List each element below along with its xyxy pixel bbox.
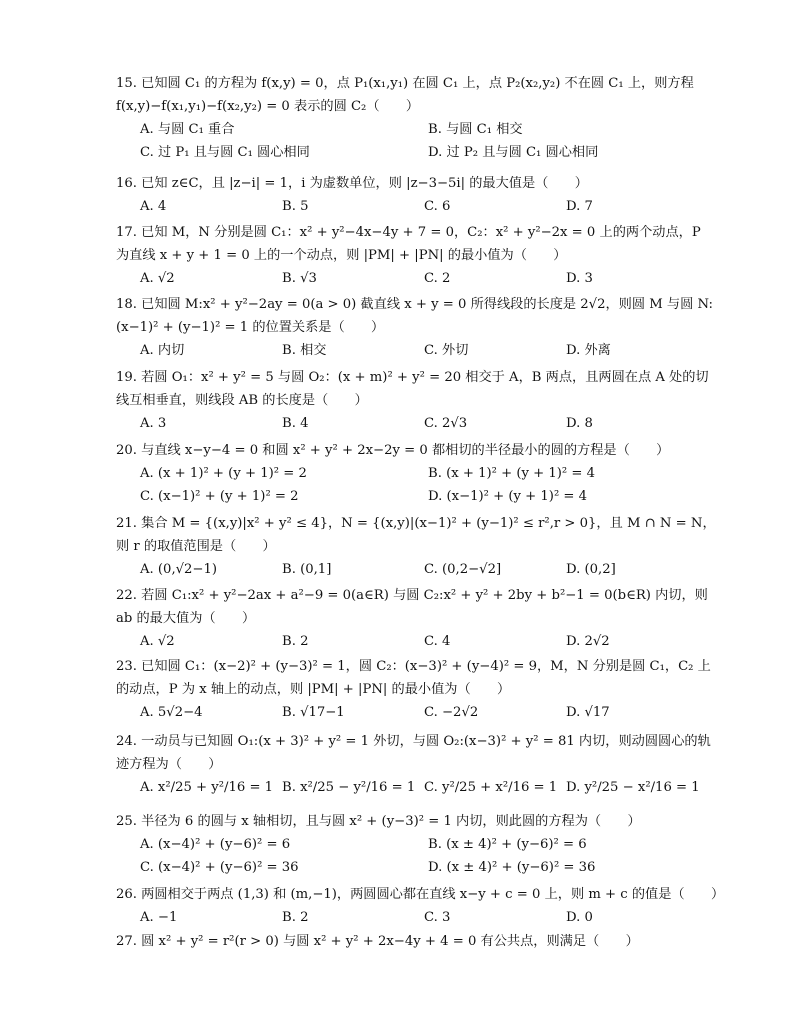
- option-d: D. 0: [566, 910, 593, 925]
- question-22: [116, 584, 716, 653]
- option-a: A. √2: [140, 271, 175, 286]
- option-a: A. −1: [140, 910, 178, 925]
- option-d: D. 外离: [566, 343, 611, 358]
- question-21: [116, 512, 716, 581]
- question-stem: 18. 已知圆 M:x² + y²−2ay = 0(a > 0) 截直线 x + y = 0 所得线段的长度是 2√2，则圆 M 与圆 N:(x−1)² + (y−1)² = 1 的位置关系是（ ）: [116, 297, 713, 335]
- options: [140, 776, 716, 799]
- question-stem: 19. 若圆 O₁：x² + y² = 5 与圆 O₂：(x + m)² + y² = 20 相交于 A，B 两点，且两圆在点 A 处的切线互相垂直，则线段 AB 的长度是（ ）: [116, 370, 709, 408]
- option-a: A. √2: [140, 634, 175, 649]
- option-c: C. (x−1)² + (y + 1)² = 2: [140, 489, 299, 504]
- options: [140, 267, 716, 290]
- question-stem: 23. 已知圆 C₁：(x−2)² + (y−3)² = 1，圆 C₂：(x−3)² + (y−4)² = 9，M，N 分别是圆 C₁，C₂ 上的动点，P 为 x 轴上的动点，则 |PM| + |PN| 的最小值为（ ）: [116, 659, 711, 697]
- option-d: D. (x−1)² + (y + 1)² = 4: [428, 489, 588, 504]
- option-b: B. √3: [282, 271, 317, 286]
- options: [140, 195, 716, 218]
- option-c: C. 2: [424, 271, 451, 286]
- question-15: [116, 72, 716, 164]
- question-19: [116, 366, 716, 435]
- option-b: B. x²/25 − y²/16 = 1: [282, 780, 416, 795]
- option-d: D. (x ± 4)² + (y−6)² = 36: [428, 860, 596, 875]
- option-c: C. y²/25 + x²/16 = 1: [424, 780, 558, 795]
- option-d: D. 过 P₂ 且与圆 C₁ 圆心相同: [428, 145, 599, 160]
- question-25: [116, 810, 716, 879]
- option-d: D. y²/25 − x²/16 = 1: [566, 780, 700, 795]
- option-a: A. 内切: [140, 343, 185, 358]
- options: [140, 558, 716, 581]
- question-17: [116, 221, 716, 290]
- options: [140, 118, 716, 164]
- option-b: B. (x + 1)² + (y + 1)² = 4: [428, 466, 596, 481]
- option-c: C. 2√3: [424, 416, 468, 431]
- option-a: A. 3: [140, 416, 167, 431]
- option-a: A. 4: [140, 199, 167, 214]
- question-16: [116, 172, 716, 218]
- option-c: C. 4: [424, 634, 451, 649]
- question-stem: 21. 集合 M = {(x,y)|x² + y² ≤ 4}，N = {(x,y)|(x−1)² + (y−1)² ≤ r²,r > 0}，且 M ∩ N = N，则 r 的取值范围是（ ）: [116, 516, 716, 554]
- option-b: B. (x ± 4)² + (y−6)² = 6: [428, 837, 587, 852]
- question-18: [116, 293, 716, 362]
- option-d: D. 3: [566, 271, 593, 286]
- option-a: A. (x−4)² + (y−6)² = 6: [140, 837, 291, 852]
- question-stem: 25. 半径为 6 的圆与 x 轴相切，且与圆 x² + (y−3)² = 1 内切，则此圆的方程为（ ）: [116, 814, 641, 829]
- option-b: B. √17−1: [282, 705, 345, 720]
- option-c: C. 过 P₁ 且与圆 C₁ 圆心相同: [140, 145, 310, 160]
- options: [140, 630, 716, 653]
- option-a: A. 5√2−4: [140, 705, 203, 720]
- option-c: C. 外切: [424, 343, 469, 358]
- question-23: [116, 655, 716, 724]
- question-stem: 17. 已知 M，N 分别是圆 C₁：x² + y²−4x−4y + 7 = 0，C₂：x² + y²−2x = 0 上的两个动点，P 为直线 x + y + 1 = 0 上的一个动点，则 |PM| + |PN| 的最小值为（ ）: [116, 225, 701, 263]
- question-stem: 27. 圆 x² + y² = r²(r > 0) 与圆 x² + y² + 2x−4y + 4 = 0 有公共点，则满足（ ）: [116, 934, 639, 949]
- option-a: A. (0,√2−1): [140, 562, 218, 577]
- options: [140, 906, 716, 929]
- option-a: A. (x + 1)² + (y + 1)² = 2: [140, 466, 307, 481]
- question-stem: 26. 两圆相交于两点 (1,3) 和 (m,−1)，两圆圆心都在直线 x−y + c = 0 上，则 m + c 的值是（ ）: [116, 887, 725, 902]
- question-26: [116, 883, 725, 929]
- options: [140, 412, 716, 435]
- option-d: D. 8: [566, 416, 593, 431]
- question-24: [116, 730, 716, 799]
- question-27: [116, 930, 716, 953]
- question-stem: 16. 已知 z∈C，且 |z−i| = 1，i 为虚数单位，则 |z−3−5i| 的最大值是（ ）: [116, 176, 588, 191]
- option-d: D. 2√2: [566, 634, 610, 649]
- option-c: C. (x−4)² + (y−6)² = 36: [140, 860, 299, 875]
- question-stem: 15. 已知圆 C₁ 的方程为 f(x,y) = 0，点 P₁(x₁,y₁) 在圆 C₁ 上，点 P₂(x₂,y₂) 不在圆 C₁ 上，则方程 f(x,y)−f(x₁,y₁)−f(x₂,y₂) = 0 表示的圆 C₂（ ）: [116, 76, 694, 114]
- question-stem: 20. 与直线 x−y−4 = 0 和圆 x² + y² + 2x−2y = 0 都相切的半径最小的圆的方程是（ ）: [116, 443, 670, 458]
- option-d: D. √17: [566, 705, 610, 720]
- option-c: C. (0,2−√2]: [424, 562, 502, 577]
- option-c: C. 6: [424, 199, 451, 214]
- option-b: B. 与圆 C₁ 相交: [428, 122, 523, 137]
- option-b: B. 相交: [282, 343, 327, 358]
- option-b: B. 2: [282, 910, 309, 925]
- option-b: B. 4: [282, 416, 309, 431]
- question-stem: 22. 若圆 C₁:x² + y²−2ax + a²−9 = 0(a∈R) 与圆 C₂:x² + y² + 2by + b²−1 = 0(b∈R) 内切，则 ab 的最大值为（ ）: [116, 588, 708, 626]
- options: [140, 462, 716, 508]
- options: [140, 833, 716, 879]
- option-a: A. 与圆 C₁ 重合: [140, 122, 235, 137]
- option-c: C. 3: [424, 910, 451, 925]
- option-b: B. (0,1]: [282, 562, 332, 577]
- option-d: D. (0,2]: [566, 562, 616, 577]
- question-stem: 24. 一动员与已知圆 O₁:(x + 3)² + y² = 1 外切，与圆 O₂:(x−3)² + y² = 81 内切，则动圆圆心的轨迹方程为（ ）: [116, 734, 711, 772]
- option-a: A. x²/25 + y²/16 = 1: [140, 780, 274, 795]
- option-d: D. 7: [566, 199, 593, 214]
- option-b: B. 5: [282, 199, 309, 214]
- options: [140, 701, 716, 724]
- option-c: C. −2√2: [424, 705, 479, 720]
- question-20: [116, 439, 716, 508]
- option-b: B. 2: [282, 634, 309, 649]
- options: [140, 339, 716, 362]
